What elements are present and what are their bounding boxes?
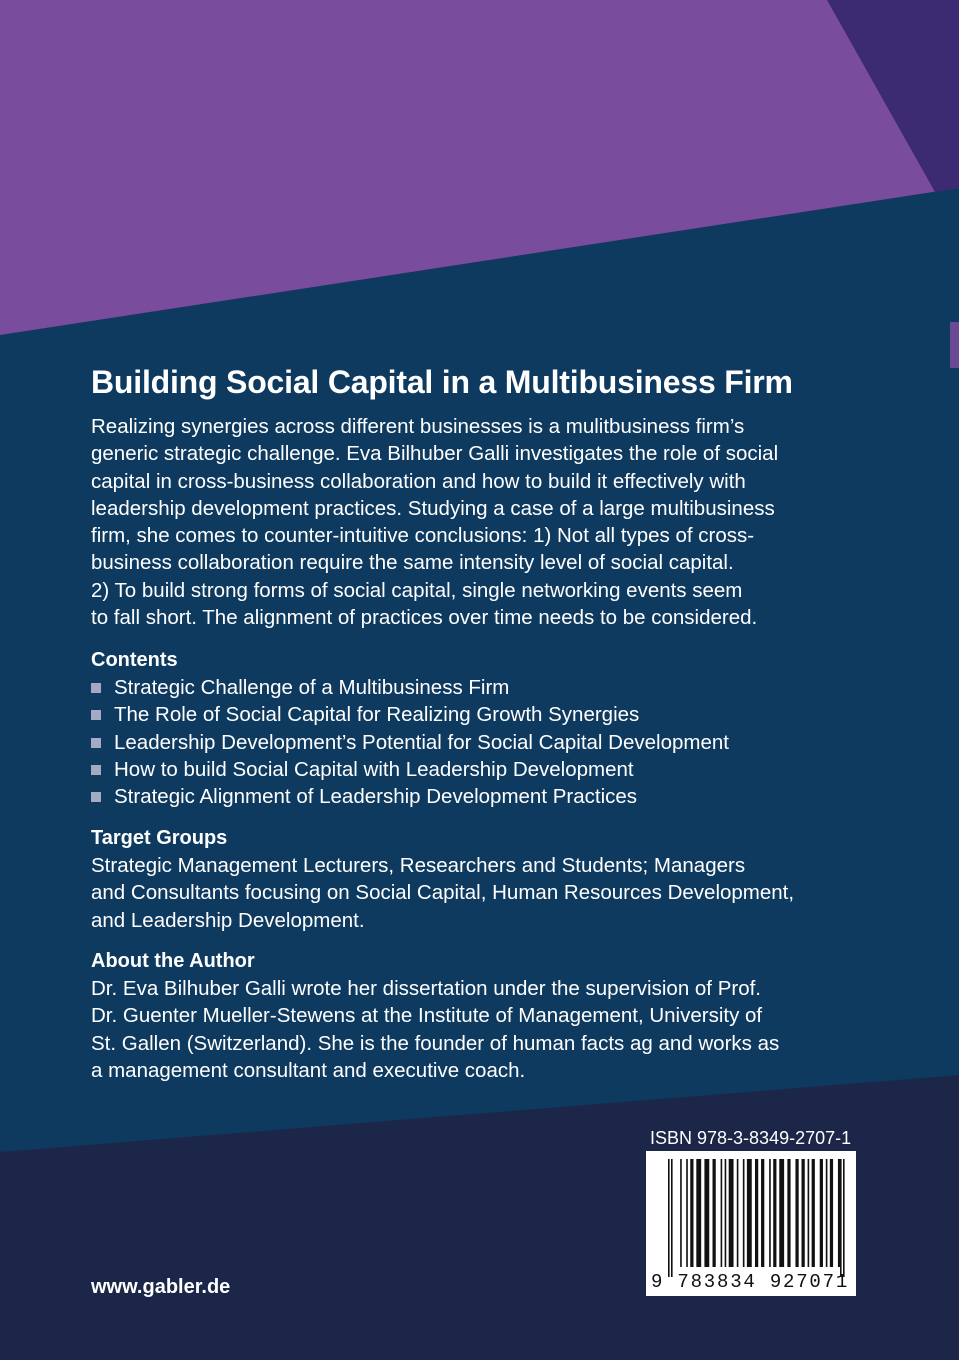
description-line: business collaboration require the same intensity level of social capital. [91, 551, 734, 575]
barcode-guard-bar [840, 1159, 842, 1277]
description-line: generic strategic challenge. Eva Bilhuber Galli investigates the role of social [91, 442, 779, 466]
barcode-guard-bar [671, 1159, 673, 1277]
about-author-text [91, 975, 779, 1084]
contents-item-label: The Role of Social Capital for Realizing Growth Synergies [114, 703, 640, 727]
isbn-label: ISBN 978-3-8349-2707-1 [650, 1128, 852, 1148]
description-line: firm, she comes to counter-intuitive conclusions: 1) Not all types of cross- [91, 524, 755, 548]
barcode-bar [721, 1159, 723, 1267]
about-author-line: St. Gallen (Switzerland). She is the founder of human facts ag and works as [91, 1031, 780, 1055]
edge-accent [950, 322, 959, 368]
contents-item [91, 729, 729, 756]
contents-item-label: Strategic Challenge of a Multibusiness Firm [114, 676, 510, 699]
barcode-bar [743, 1159, 745, 1267]
barcode-bar [690, 1159, 693, 1267]
about-author-line: a management consultant and executive coach. [91, 1058, 526, 1082]
square-bullet-icon [91, 683, 101, 693]
barcode-bar [704, 1159, 709, 1267]
contents-item-label: Leadership Development’s Potential for Social Capital Development [114, 730, 729, 754]
book-title: Building Social Capital in a Multibusiness Firm [91, 364, 793, 400]
barcode-bar [830, 1159, 833, 1267]
barcode-guard-bar [843, 1159, 845, 1277]
contents-item-label: How to build Social Capital with Leadership Development [114, 757, 634, 781]
target-groups-line: and Consultants focusing on Social Capital, Human Resources Development, [91, 881, 795, 905]
square-bullet-icon [91, 765, 101, 775]
barcode-bar [755, 1159, 758, 1267]
contents-item [91, 756, 729, 783]
barcode-bar [808, 1159, 810, 1267]
contents-item-label: Strategic Alignment of Leadership Development Practices [114, 785, 638, 809]
barcode-guard-bar [668, 1159, 670, 1277]
description-line: to fall short. The alignment of practices over time needs to be considered. [91, 606, 758, 630]
barcode-digits: 9 783834 927071 [651, 1271, 850, 1293]
target-groups-line: Strategic Management Lecturers, Researchers and Students; Managers [91, 854, 746, 877]
description-line: leadership development practices. Studying a case of a large multibusiness [91, 496, 775, 520]
book-description [91, 413, 778, 631]
barcode-bar [773, 1159, 776, 1267]
barcode-bar [820, 1159, 823, 1267]
target-groups-line: and Leadership Development. [91, 908, 365, 932]
description-line: 2) To build strong forms of social capital, single networking events seem [91, 578, 743, 602]
description-line: Realizing synergies across different businesses is a mulitbusiness firm’s [91, 415, 745, 438]
contents-item [91, 701, 729, 728]
about-author-line: Dr. Guenter Mueller-Stewens at the Institute of Management, University of [91, 1004, 763, 1028]
target-groups-heading: Target Groups [91, 827, 228, 849]
square-bullet-icon [91, 738, 101, 748]
barcode-bar [737, 1159, 739, 1267]
barcode [646, 1151, 856, 1296]
barcode-bar [769, 1159, 771, 1267]
barcode-bar [802, 1159, 805, 1267]
contents-heading: Contents [91, 649, 178, 671]
description-line: capital in cross-business collaboration and how to build it effectively with [91, 469, 746, 493]
barcode-bar [787, 1159, 790, 1267]
barcode-bar [812, 1159, 815, 1267]
barcode-bar [826, 1159, 828, 1267]
square-bullet-icon [91, 792, 101, 802]
barcode-bar [686, 1159, 688, 1267]
about-author-heading: About the Author [91, 950, 255, 972]
barcode-bar [696, 1159, 701, 1267]
barcode-bar [729, 1159, 734, 1267]
barcode-bar [747, 1159, 752, 1267]
square-bullet-icon [91, 710, 101, 720]
contents-item [91, 783, 729, 810]
about-author-line: Dr. Eva Bilhuber Galli wrote her dissertation under the supervision of Prof. [91, 977, 761, 1000]
barcode-bar [795, 1159, 798, 1267]
contents-list [91, 674, 729, 810]
contents-item [91, 674, 729, 701]
barcode-bar [680, 1159, 682, 1267]
target-groups-text [91, 852, 794, 934]
barcode-bar [725, 1159, 727, 1267]
publisher-website: www.gabler.de [91, 1276, 231, 1298]
barcode-bar [713, 1159, 716, 1267]
barcode-bar [779, 1159, 784, 1267]
barcode-bar [761, 1159, 764, 1267]
